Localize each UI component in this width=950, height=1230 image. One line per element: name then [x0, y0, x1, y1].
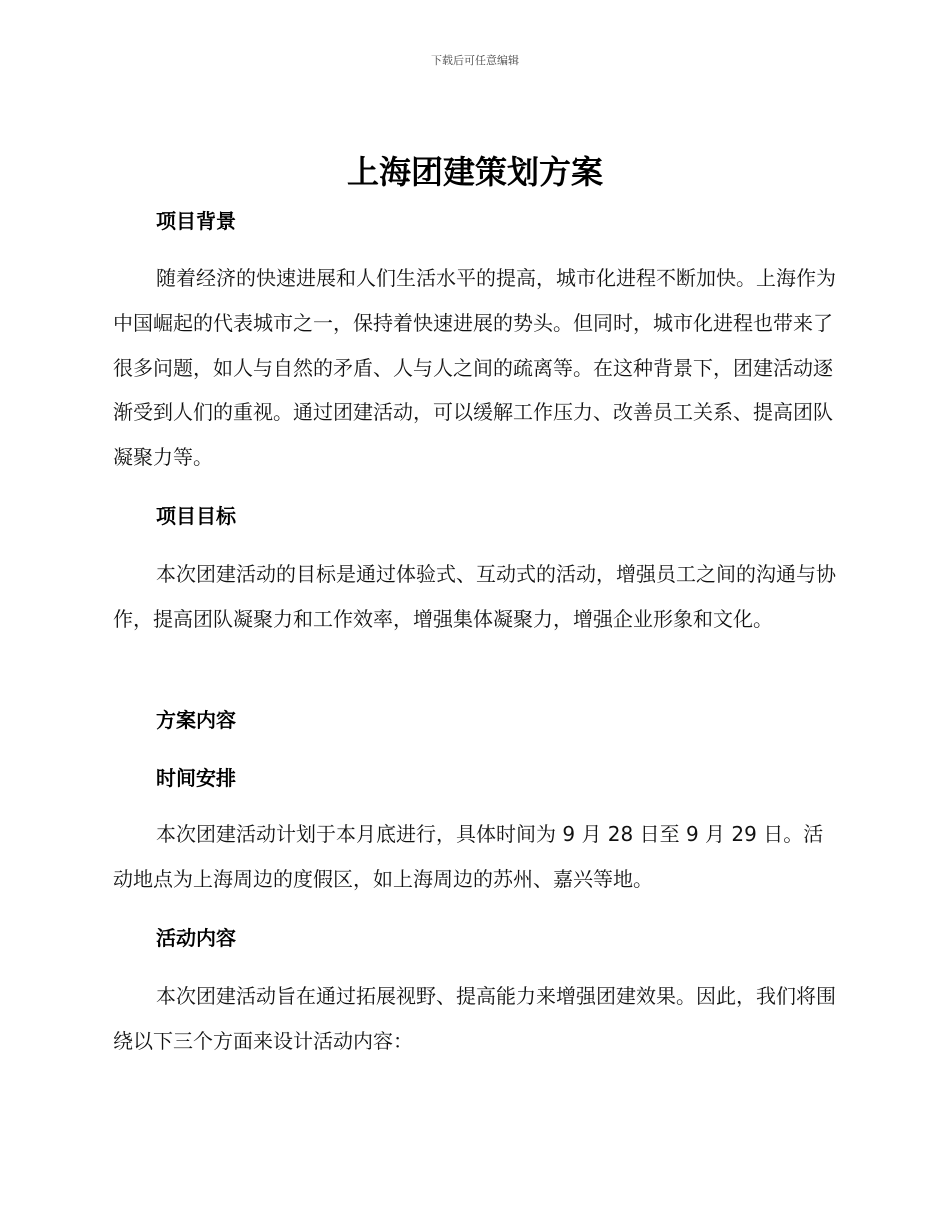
section-heading-background: 项目背景 [156, 209, 236, 233]
document-title: 上海团建策划方案 [346, 153, 603, 191]
section-heading-plan-content: 方案内容 [156, 708, 236, 732]
section-body-goals: 本次团建活动的目标是通过体验式、互动式的活动，增强员工之间的沟通与协作，提高团队凝聚力和工作效率，增强集体凝聚力，增强企业形象和文化。 [113, 562, 836, 631]
page-header-note: 下载后可任意编辑 [431, 54, 519, 67]
section-heading-goals: 项目目标 [156, 504, 236, 528]
section-body-background: 随着经济的快速进展和人们生活水平的提高，城市化进程不断加快。上海作为中国崛起的代表城市之一，保持着快速进展的势头。但同时，城市化进程也带来了很多问题，如人与自然的矛盾、人与人之间的疏离等。在这种背景下，团建活动逐渐受到人们的重视。通过团建活动，可以缓解工作压力、改善员工关系、提高团队凝聚力等。 [113, 266, 836, 470]
section-heading-activities: 活动内容 [156, 926, 236, 950]
section-body-activities: 本次团建活动旨在通过拓展视野、提高能力来增强团建效果。因此，我们将围绕以下三个方面来设计活动内容： [113, 984, 836, 1053]
section-body-schedule: 本次团建活动计划于本月底进行，具体时间为 9 月 28 日至 9 月 29 日。活动地点为上海周边的度假区，如上海周边的苏州、嘉兴等地。 [113, 822, 824, 891]
section-heading-schedule: 时间安排 [156, 766, 236, 790]
